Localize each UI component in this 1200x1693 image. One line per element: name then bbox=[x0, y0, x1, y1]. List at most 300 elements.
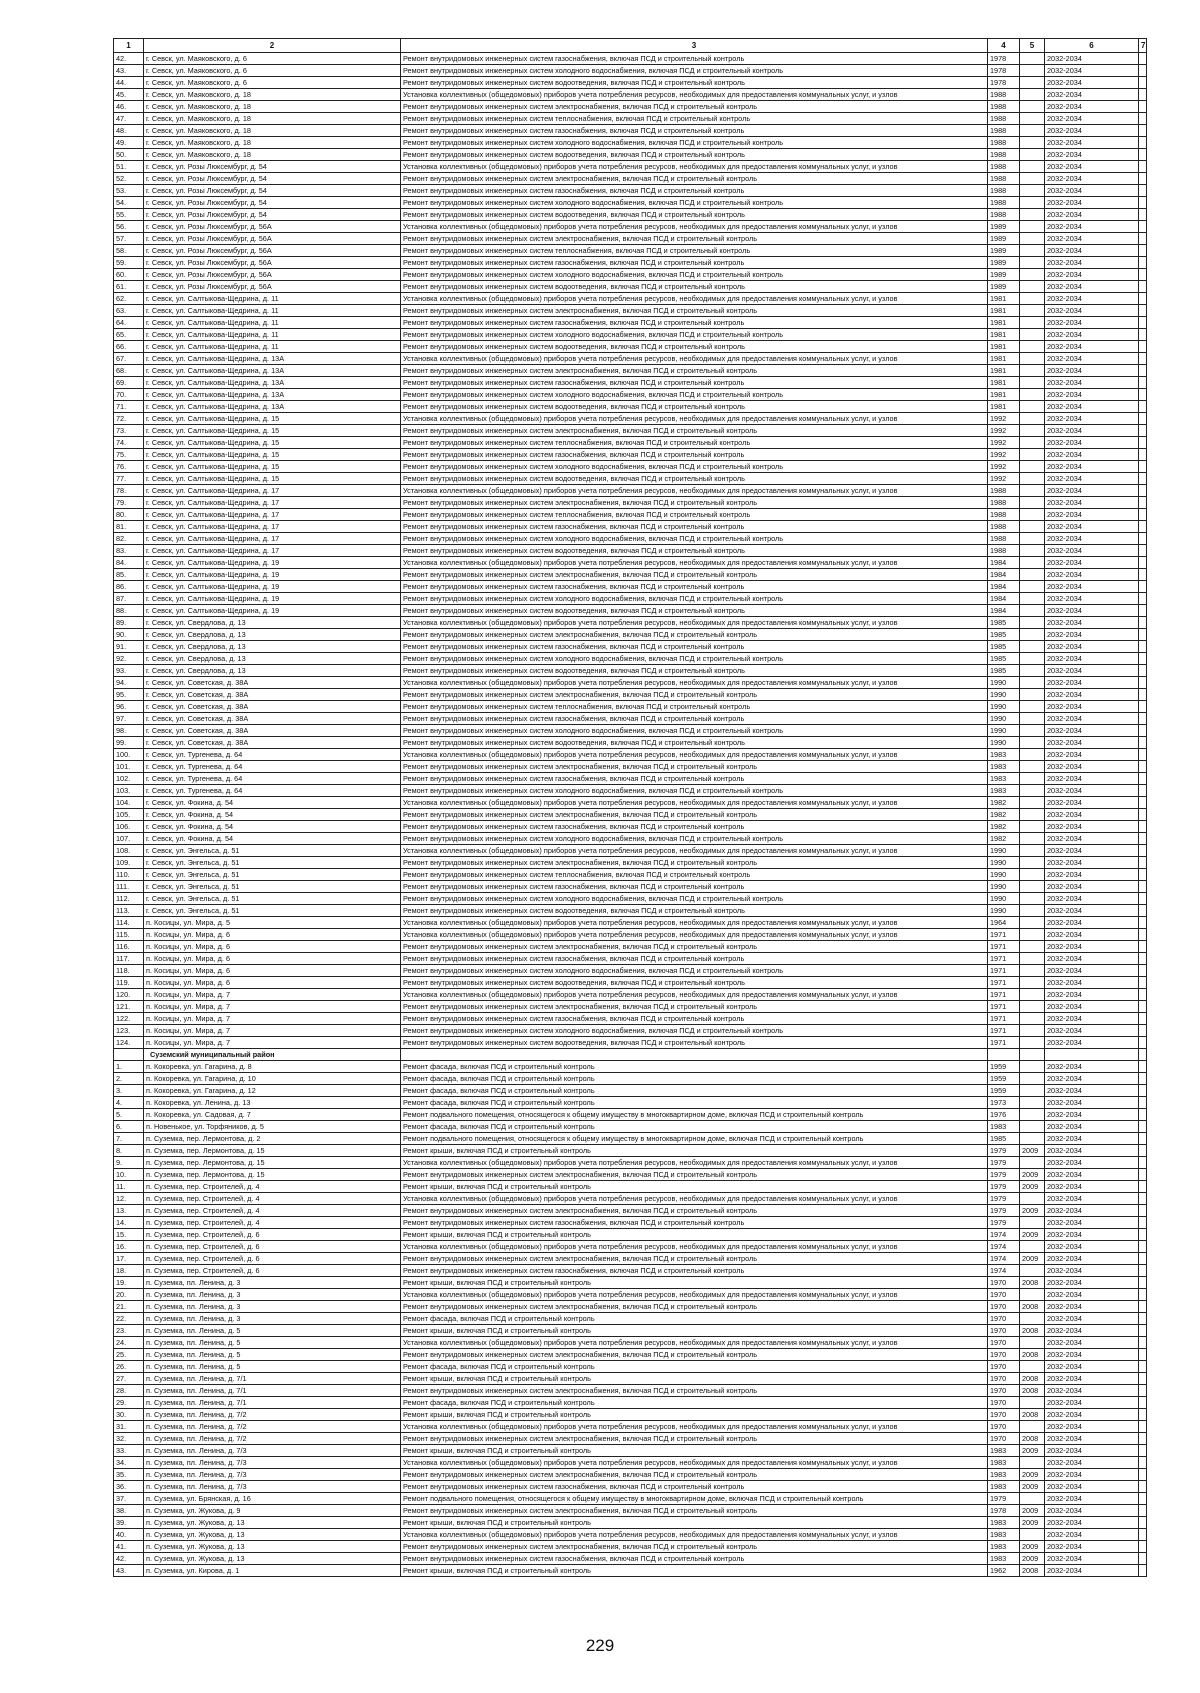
planned-period-cell: 2032-2034 bbox=[1045, 881, 1139, 893]
year-built-cell: 1983 bbox=[988, 1517, 1020, 1529]
year-built-cell: 1992 bbox=[988, 425, 1020, 437]
work-type-cell: Ремонт крыши, включая ПСД и строительный контроль bbox=[401, 1277, 988, 1289]
last-repair-year-cell bbox=[1020, 665, 1045, 677]
work-type-cell: Установка коллективных (общедомовых) приборов учета потребления ресурсов, необходимых для предоставления коммунальных услуг, и узлов bbox=[401, 221, 988, 233]
table-row bbox=[114, 1085, 1147, 1097]
address-cell: г. Севск, ул. Энгельса, д. 51 bbox=[144, 881, 401, 893]
row-number-cell: 16. bbox=[114, 1241, 144, 1253]
last-repair-year-cell bbox=[1020, 185, 1045, 197]
table-row bbox=[114, 245, 1147, 257]
last-repair-year-cell bbox=[1020, 317, 1045, 329]
planned-period-cell: 2032-2034 bbox=[1045, 497, 1139, 509]
year-built-cell: 1971 bbox=[988, 929, 1020, 941]
last-repair-year-cell bbox=[1020, 305, 1045, 317]
extra-cell bbox=[1139, 725, 1147, 737]
extra-cell bbox=[1139, 53, 1147, 65]
extra-cell bbox=[1139, 809, 1147, 821]
extra-cell bbox=[1139, 713, 1147, 725]
last-repair-year-cell bbox=[1020, 137, 1045, 149]
extra-cell bbox=[1139, 977, 1147, 989]
planned-period-cell: 2032-2034 bbox=[1045, 1013, 1139, 1025]
address-cell: г. Севск, ул. Тургенева, д. 64 bbox=[144, 785, 401, 797]
table-row bbox=[114, 1373, 1147, 1385]
address-cell: п. Суземка, пер. Лермонтова, д. 15 bbox=[144, 1145, 401, 1157]
last-repair-year-cell: 2008 bbox=[1020, 1325, 1045, 1337]
year-built-cell: 1970 bbox=[988, 1277, 1020, 1289]
table-row bbox=[114, 281, 1147, 293]
year-built-cell: 1973 bbox=[988, 1097, 1020, 1109]
last-repair-year-cell bbox=[1020, 677, 1045, 689]
work-type-cell: Ремонт внутридомовых инженерных систем электроснабжения, включая ПСД и строительный контроль bbox=[401, 1301, 988, 1313]
work-type-cell: Установка коллективных (общедомовых) приборов учета потребления ресурсов, необходимых для предоставления коммунальных услуг, и узлов bbox=[401, 161, 988, 173]
address-cell: п. Суземка, пл. Ленина, д. 7/2 bbox=[144, 1433, 401, 1445]
work-type-cell: Ремонт внутридомовых инженерных систем теплоснабжения, включая ПСД и строительный контроль bbox=[401, 437, 988, 449]
extra-cell bbox=[1139, 77, 1147, 89]
last-repair-year-cell bbox=[1020, 485, 1045, 497]
table-row bbox=[114, 1133, 1147, 1145]
section-empty-cell bbox=[1045, 1049, 1139, 1061]
last-repair-year-cell bbox=[1020, 821, 1045, 833]
address-cell: г. Севск, ул. Розы Люксембург, д. 56А bbox=[144, 257, 401, 269]
year-built-cell: 1971 bbox=[988, 941, 1020, 953]
extra-cell bbox=[1139, 821, 1147, 833]
planned-period-cell: 2032-2034 bbox=[1045, 905, 1139, 917]
row-number-cell: 45. bbox=[114, 89, 144, 101]
planned-period-cell: 2032-2034 bbox=[1045, 137, 1139, 149]
table-row bbox=[114, 689, 1147, 701]
planned-period-cell: 2032-2034 bbox=[1045, 1457, 1139, 1469]
planned-period-cell: 2032-2034 bbox=[1045, 989, 1139, 1001]
address-cell: г. Севск, ул. Советская, д. 38А bbox=[144, 689, 401, 701]
table-row bbox=[114, 161, 1147, 173]
extra-cell bbox=[1139, 941, 1147, 953]
extra-cell bbox=[1139, 1013, 1147, 1025]
address-cell: г. Севск, ул. Салтыкова-Щедрина, д. 17 bbox=[144, 485, 401, 497]
row-number-cell: 30. bbox=[114, 1409, 144, 1421]
address-cell: п. Кокоревка, ул. Садовая, д. 7 bbox=[144, 1109, 401, 1121]
work-type-cell: Ремонт внутридомовых инженерных систем водоотведения, включая ПСД и строительный контроль bbox=[401, 281, 988, 293]
table-row bbox=[114, 293, 1147, 305]
last-repair-year-cell bbox=[1020, 281, 1045, 293]
extra-cell bbox=[1139, 257, 1147, 269]
last-repair-year-cell bbox=[1020, 557, 1045, 569]
extra-cell bbox=[1139, 1409, 1147, 1421]
address-cell: п. Суземка, пер. Строителей, д. 6 bbox=[144, 1229, 401, 1241]
work-type-cell: Ремонт внутридомовых инженерных систем холодного водоснабжения, включая ПСД и строительный контроль bbox=[401, 833, 988, 845]
work-type-cell: Ремонт крыши, включая ПСД и строительный контроль bbox=[401, 1229, 988, 1241]
year-built-cell: 1979 bbox=[988, 1169, 1020, 1181]
work-type-cell: Ремонт внутридомовых инженерных систем холодного водоснабжения, включая ПСД и строительный контроль bbox=[401, 461, 988, 473]
planned-period-cell: 2032-2034 bbox=[1045, 953, 1139, 965]
address-cell: п. Суземка, пл. Ленина, д. 7/3 bbox=[144, 1445, 401, 1457]
planned-period-cell: 2032-2034 bbox=[1045, 1061, 1139, 1073]
last-repair-year-cell: 2008 bbox=[1020, 1409, 1045, 1421]
table-row bbox=[114, 581, 1147, 593]
address-cell: п. Косицы, ул. Мира, д. 7 bbox=[144, 1037, 401, 1049]
last-repair-year-cell bbox=[1020, 929, 1045, 941]
last-repair-year-cell bbox=[1020, 1337, 1045, 1349]
table-row bbox=[114, 845, 1147, 857]
row-number-cell: 34. bbox=[114, 1457, 144, 1469]
table-row bbox=[114, 1241, 1147, 1253]
year-built-cell: 1979 bbox=[988, 1217, 1020, 1229]
year-built-cell: 1988 bbox=[988, 113, 1020, 125]
row-number-cell: 77. bbox=[114, 473, 144, 485]
work-type-cell: Ремонт внутридомовых инженерных систем электроснабжения, включая ПСД и строительный контроль bbox=[401, 1385, 988, 1397]
extra-cell bbox=[1139, 1217, 1147, 1229]
table-row bbox=[114, 1565, 1147, 1577]
work-type-cell: Ремонт внутридомовых инженерных систем электроснабжения, включая ПСД и строительный контроль bbox=[401, 497, 988, 509]
row-number-cell: 2. bbox=[114, 1073, 144, 1085]
row-number-cell: 60. bbox=[114, 269, 144, 281]
year-built-cell: 1990 bbox=[988, 845, 1020, 857]
work-type-cell: Ремонт внутридомовых инженерных систем холодного водоснабжения, включая ПСД и строительный контроль bbox=[401, 725, 988, 737]
extra-cell bbox=[1139, 665, 1147, 677]
table-row bbox=[114, 485, 1147, 497]
address-cell: г. Севск, ул. Советская, д. 38А bbox=[144, 737, 401, 749]
extra-cell bbox=[1139, 1205, 1147, 1217]
table-row bbox=[114, 605, 1147, 617]
planned-period-cell: 2032-2034 bbox=[1045, 1169, 1139, 1181]
work-type-cell: Ремонт внутридомовых инженерных систем газоснабжения, включая ПСД и строительный контроль bbox=[401, 1265, 988, 1277]
work-type-cell: Ремонт внутридомовых инженерных систем электроснабжения, включая ПСД и строительный контроль bbox=[401, 809, 988, 821]
address-cell: г. Севск, ул. Свердлова, д. 13 bbox=[144, 629, 401, 641]
last-repair-year-cell bbox=[1020, 221, 1045, 233]
work-type-cell: Ремонт внутридомовых инженерных систем водоотведения, включая ПСД и строительный контроль bbox=[401, 401, 988, 413]
table-row bbox=[114, 89, 1147, 101]
year-built-cell: 1970 bbox=[988, 1409, 1020, 1421]
row-number-cell: 64. bbox=[114, 317, 144, 329]
planned-period-cell: 2032-2034 bbox=[1045, 149, 1139, 161]
row-number-cell: 119. bbox=[114, 977, 144, 989]
planned-period-cell: 2032-2034 bbox=[1045, 305, 1139, 317]
address-cell: г. Севск, ул. Салтыкова-Щедрина, д. 11 bbox=[144, 305, 401, 317]
work-type-cell: Ремонт внутридомовых инженерных систем электроснабжения, включая ПСД и строительный контроль bbox=[401, 1469, 988, 1481]
last-repair-year-cell bbox=[1020, 965, 1045, 977]
work-type-cell: Установка коллективных (общедомовых) приборов учета потребления ресурсов, необходимых для предоставления коммунальных услуг, и узлов bbox=[401, 1241, 988, 1253]
last-repair-year-cell bbox=[1020, 845, 1045, 857]
planned-period-cell: 2032-2034 bbox=[1045, 221, 1139, 233]
address-cell: п. Суземка, пер. Лермонтова, д. 15 bbox=[144, 1169, 401, 1181]
extra-cell bbox=[1139, 161, 1147, 173]
last-repair-year-cell bbox=[1020, 689, 1045, 701]
row-number-cell: 4. bbox=[114, 1097, 144, 1109]
address-cell: г. Севск, ул. Салтыкова-Щедрина, д. 17 bbox=[144, 497, 401, 509]
planned-period-cell: 2032-2034 bbox=[1045, 833, 1139, 845]
row-number-cell: 72. bbox=[114, 413, 144, 425]
address-cell: п. Суземка, пл. Ленина, д. 5 bbox=[144, 1337, 401, 1349]
row-number-cell: 96. bbox=[114, 701, 144, 713]
table-row bbox=[114, 701, 1147, 713]
work-type-cell: Ремонт внутридомовых инженерных систем газоснабжения, включая ПСД и строительный контроль bbox=[401, 1217, 988, 1229]
planned-period-cell: 2032-2034 bbox=[1045, 1001, 1139, 1013]
last-repair-year-cell bbox=[1020, 1265, 1045, 1277]
planned-period-cell: 2032-2034 bbox=[1045, 749, 1139, 761]
row-number-cell: 79. bbox=[114, 497, 144, 509]
address-cell: п. Суземка, пл. Ленина, д. 7/3 bbox=[144, 1469, 401, 1481]
extra-cell bbox=[1139, 1361, 1147, 1373]
last-repair-year-cell: 2008 bbox=[1020, 1277, 1045, 1289]
address-cell: п. Новенькое, ул. Торфяников, д. 5 bbox=[144, 1121, 401, 1133]
planned-period-cell: 2032-2034 bbox=[1045, 341, 1139, 353]
last-repair-year-cell: 2008 bbox=[1020, 1301, 1045, 1313]
work-type-cell: Ремонт фасада, включая ПСД и строительный контроль bbox=[401, 1121, 988, 1133]
last-repair-year-cell bbox=[1020, 413, 1045, 425]
planned-period-cell: 2032-2034 bbox=[1045, 689, 1139, 701]
planned-period-cell: 2032-2034 bbox=[1045, 1553, 1139, 1565]
table-row bbox=[114, 617, 1147, 629]
row-number-cell: 80. bbox=[114, 509, 144, 521]
year-built-cell: 1988 bbox=[988, 209, 1020, 221]
year-built-cell: 1988 bbox=[988, 509, 1020, 521]
row-number-cell: 36. bbox=[114, 1481, 144, 1493]
last-repair-year-cell bbox=[1020, 917, 1045, 929]
table-row bbox=[114, 1301, 1147, 1313]
table-row bbox=[114, 1193, 1147, 1205]
table-row bbox=[114, 1385, 1147, 1397]
table-row bbox=[114, 1073, 1147, 1085]
year-built-cell: 1979 bbox=[988, 1205, 1020, 1217]
last-repair-year-cell bbox=[1020, 437, 1045, 449]
table-row bbox=[114, 533, 1147, 545]
year-built-cell: 1981 bbox=[988, 317, 1020, 329]
address-cell: п. Суземка, ул. Жукова, д. 9 bbox=[144, 1505, 401, 1517]
planned-period-cell: 2032-2034 bbox=[1045, 509, 1139, 521]
year-built-cell: 1983 bbox=[988, 1121, 1020, 1133]
row-number-cell: 6. bbox=[114, 1121, 144, 1133]
work-type-cell: Ремонт внутридомовых инженерных систем газоснабжения, включая ПСД и строительный контроль bbox=[401, 449, 988, 461]
planned-period-cell: 2032-2034 bbox=[1045, 1229, 1139, 1241]
planned-period-cell: 2032-2034 bbox=[1045, 377, 1139, 389]
table-row bbox=[114, 545, 1147, 557]
address-cell: г. Севск, ул. Маяковского, д. 18 bbox=[144, 101, 401, 113]
last-repair-year-cell: 2009 bbox=[1020, 1169, 1045, 1181]
work-type-cell: Ремонт внутридомовых инженерных систем теплоснабжения, включая ПСД и строительный контроль bbox=[401, 509, 988, 521]
planned-period-cell: 2032-2034 bbox=[1045, 1097, 1139, 1109]
planned-period-cell: 2032-2034 bbox=[1045, 233, 1139, 245]
table-row bbox=[114, 1217, 1147, 1229]
last-repair-year-cell bbox=[1020, 629, 1045, 641]
year-built-cell: 1974 bbox=[988, 1253, 1020, 1265]
table-row bbox=[114, 1265, 1147, 1277]
planned-period-cell: 2032-2034 bbox=[1045, 1217, 1139, 1229]
last-repair-year-cell bbox=[1020, 1109, 1045, 1121]
planned-period-cell: 2032-2034 bbox=[1045, 209, 1139, 221]
last-repair-year-cell bbox=[1020, 953, 1045, 965]
planned-period-cell: 2032-2034 bbox=[1045, 401, 1139, 413]
last-repair-year-cell bbox=[1020, 1157, 1045, 1169]
table-row bbox=[114, 1493, 1147, 1505]
extra-cell bbox=[1139, 737, 1147, 749]
year-built-cell: 1979 bbox=[988, 1145, 1020, 1157]
row-number-cell: 46. bbox=[114, 101, 144, 113]
table-row bbox=[114, 125, 1147, 137]
work-type-cell: Ремонт внутридомовых инженерных систем газоснабжения, включая ПСД и строительный контроль bbox=[401, 1481, 988, 1493]
extra-cell bbox=[1139, 89, 1147, 101]
extra-cell bbox=[1139, 533, 1147, 545]
planned-period-cell: 2032-2034 bbox=[1045, 1121, 1139, 1133]
year-built-cell: 1971 bbox=[988, 977, 1020, 989]
planned-period-cell: 2032-2034 bbox=[1045, 449, 1139, 461]
year-built-cell: 1979 bbox=[988, 1493, 1020, 1505]
extra-cell bbox=[1139, 569, 1147, 581]
section-title: Суземский муниципальный район bbox=[144, 1049, 401, 1061]
address-cell: г. Севск, ул. Энгельса, д. 51 bbox=[144, 869, 401, 881]
last-repair-year-cell bbox=[1020, 737, 1045, 749]
row-number-cell: 40. bbox=[114, 1529, 144, 1541]
address-cell: г. Севск, ул. Салтыкова-Щедрина, д. 17 bbox=[144, 509, 401, 521]
row-number-cell: 115. bbox=[114, 929, 144, 941]
table-row bbox=[114, 1157, 1147, 1169]
last-repair-year-cell bbox=[1020, 1073, 1045, 1085]
table-row bbox=[114, 881, 1147, 893]
address-cell: п. Суземка, пер. Строителей, д. 4 bbox=[144, 1205, 401, 1217]
planned-period-cell: 2032-2034 bbox=[1045, 1085, 1139, 1097]
last-repair-year-cell bbox=[1020, 1397, 1045, 1409]
planned-period-cell: 2032-2034 bbox=[1045, 965, 1139, 977]
address-cell: п. Суземка, пл. Ленина, д. 5 bbox=[144, 1349, 401, 1361]
row-number-cell: 92. bbox=[114, 653, 144, 665]
last-repair-year-cell: 2008 bbox=[1020, 1349, 1045, 1361]
last-repair-year-cell bbox=[1020, 773, 1045, 785]
last-repair-year-cell bbox=[1020, 893, 1045, 905]
last-repair-year-cell bbox=[1020, 641, 1045, 653]
extra-cell bbox=[1139, 929, 1147, 941]
year-built-cell: 1990 bbox=[988, 881, 1020, 893]
year-built-cell: 1988 bbox=[988, 161, 1020, 173]
address-cell: г. Севск, ул. Салтыкова-Щедрина, д. 13А bbox=[144, 365, 401, 377]
table-row bbox=[114, 713, 1147, 725]
extra-cell bbox=[1139, 1469, 1147, 1481]
work-type-cell: Установка коллективных (общедомовых) приборов учета потребления ресурсов, необходимых для предоставления коммунальных услуг, и узлов bbox=[401, 929, 988, 941]
address-cell: г. Севск, ул. Советская, д. 38А bbox=[144, 701, 401, 713]
year-built-cell: 1970 bbox=[988, 1313, 1020, 1325]
work-type-cell: Ремонт внутридомовых инженерных систем газоснабжения, включая ПСД и строительный контроль bbox=[401, 773, 988, 785]
work-type-cell: Ремонт внутридомовых инженерных систем холодного водоснабжения, включая ПСД и строительный контроль bbox=[401, 1025, 988, 1037]
work-type-cell: Ремонт внутридомовых инженерных систем газоснабжения, включая ПСД и строительный контроль bbox=[401, 185, 988, 197]
extra-cell bbox=[1139, 1397, 1147, 1409]
extra-cell bbox=[1139, 389, 1147, 401]
row-number-cell: 27. bbox=[114, 1373, 144, 1385]
table-row bbox=[114, 197, 1147, 209]
section-spacer-cell bbox=[114, 1049, 144, 1061]
work-type-cell: Ремонт внутридомовых инженерных систем электроснабжения, включая ПСД и строительный контроль bbox=[401, 305, 988, 317]
section-empty-cell bbox=[1020, 1049, 1045, 1061]
work-type-cell: Ремонт фасада, включая ПСД и строительный контроль bbox=[401, 1361, 988, 1373]
extra-cell bbox=[1139, 1445, 1147, 1457]
work-type-cell: Ремонт внутридомовых инженерных систем водоотведения, включая ПСД и строительный контроль bbox=[401, 1037, 988, 1049]
table-row bbox=[114, 833, 1147, 845]
year-built-cell: 1988 bbox=[988, 137, 1020, 149]
planned-period-cell: 2032-2034 bbox=[1045, 77, 1139, 89]
address-cell: г. Севск, ул. Салтыкова-Щедрина, д. 13А bbox=[144, 401, 401, 413]
extra-cell bbox=[1139, 1037, 1147, 1049]
address-cell: п. Косицы, ул. Мира, д. 7 bbox=[144, 989, 401, 1001]
row-number-cell: 87. bbox=[114, 593, 144, 605]
extra-cell bbox=[1139, 1121, 1147, 1133]
planned-period-cell: 2032-2034 bbox=[1045, 1373, 1139, 1385]
table-row bbox=[114, 1409, 1147, 1421]
address-cell: п. Кокоревка, ул. Гагарина, д. 12 bbox=[144, 1085, 401, 1097]
work-type-cell: Ремонт внутридомовых инженерных систем электроснабжения, включая ПСД и строительный контроль bbox=[401, 1349, 988, 1361]
extra-cell bbox=[1139, 245, 1147, 257]
extra-cell bbox=[1139, 185, 1147, 197]
table-row bbox=[114, 365, 1147, 377]
work-type-cell: Установка коллективных (общедомовых) приборов учета потребления ресурсов, необходимых для предоставления коммунальных услуг, и узлов bbox=[401, 89, 988, 101]
year-built-cell: 1988 bbox=[988, 545, 1020, 557]
last-repair-year-cell: 2009 bbox=[1020, 1505, 1045, 1517]
row-number-cell: 43. bbox=[114, 1565, 144, 1577]
planned-period-cell: 2032-2034 bbox=[1045, 1421, 1139, 1433]
row-number-cell: 33. bbox=[114, 1445, 144, 1457]
planned-period-cell: 2032-2034 bbox=[1045, 797, 1139, 809]
extra-cell bbox=[1139, 1085, 1147, 1097]
table-row bbox=[114, 929, 1147, 941]
extra-cell bbox=[1139, 1289, 1147, 1301]
year-built-cell: 1971 bbox=[988, 1037, 1020, 1049]
year-built-cell: 1959 bbox=[988, 1061, 1020, 1073]
table-row bbox=[114, 1529, 1147, 1541]
work-type-cell: Ремонт внутридомовых инженерных систем электроснабжения, включая ПСД и строительный контроль bbox=[401, 1205, 988, 1217]
work-type-cell: Ремонт внутридомовых инженерных систем водоотведения, включая ПСД и строительный контроль bbox=[401, 341, 988, 353]
last-repair-year-cell: 2009 bbox=[1020, 1553, 1045, 1565]
last-repair-year-cell bbox=[1020, 749, 1045, 761]
table-row bbox=[114, 869, 1147, 881]
address-cell: п. Суземка, пл. Ленина, д. 7/2 bbox=[144, 1421, 401, 1433]
extra-cell bbox=[1139, 1169, 1147, 1181]
address-cell: г. Севск, ул. Салтыкова-Щедрина, д. 17 bbox=[144, 533, 401, 545]
header-cell: 6 bbox=[1045, 39, 1139, 53]
year-built-cell: 1989 bbox=[988, 245, 1020, 257]
extra-cell bbox=[1139, 497, 1147, 509]
planned-period-cell: 2032-2034 bbox=[1045, 461, 1139, 473]
last-repair-year-cell: 2009 bbox=[1020, 1253, 1045, 1265]
row-number-cell: 47. bbox=[114, 113, 144, 125]
row-number-cell: 66. bbox=[114, 341, 144, 353]
row-number-cell: 71. bbox=[114, 401, 144, 413]
table-row bbox=[114, 401, 1147, 413]
address-cell: г. Севск, ул. Свердлова, д. 13 bbox=[144, 665, 401, 677]
work-type-cell: Ремонт внутридомовых инженерных систем газоснабжения, включая ПСД и строительный контроль bbox=[401, 641, 988, 653]
year-built-cell: 1971 bbox=[988, 965, 1020, 977]
last-repair-year-cell bbox=[1020, 785, 1045, 797]
last-repair-year-cell bbox=[1020, 341, 1045, 353]
year-built-cell: 1988 bbox=[988, 197, 1020, 209]
last-repair-year-cell: 2009 bbox=[1020, 1541, 1045, 1553]
last-repair-year-cell bbox=[1020, 425, 1045, 437]
extra-cell bbox=[1139, 1157, 1147, 1169]
address-cell: г. Севск, ул. Салтыкова-Щедрина, д. 19 bbox=[144, 605, 401, 617]
work-type-cell: Ремонт внутридомовых инженерных систем холодного водоснабжения, включая ПСД и строительный контроль bbox=[401, 785, 988, 797]
table-row bbox=[114, 1169, 1147, 1181]
last-repair-year-cell bbox=[1020, 1061, 1045, 1073]
extra-cell bbox=[1139, 1373, 1147, 1385]
work-type-cell: Ремонт внутридомовых инженерных систем теплоснабжения, включая ПСД и строительный контроль bbox=[401, 113, 988, 125]
year-built-cell: 1992 bbox=[988, 473, 1020, 485]
last-repair-year-cell bbox=[1020, 113, 1045, 125]
table-row bbox=[114, 185, 1147, 197]
last-repair-year-cell bbox=[1020, 545, 1045, 557]
work-type-cell: Ремонт крыши, включая ПСД и строительный контроль bbox=[401, 1565, 988, 1577]
work-type-cell: Ремонт внутридомовых инженерных систем газоснабжения, включая ПСД и строительный контроль bbox=[401, 1553, 988, 1565]
row-number-cell: 58. bbox=[114, 245, 144, 257]
planned-period-cell: 2032-2034 bbox=[1045, 1313, 1139, 1325]
address-cell: п. Суземка, пер. Лермонтова, д. 15 bbox=[144, 1157, 401, 1169]
extra-cell bbox=[1139, 1481, 1147, 1493]
work-type-cell: Установка коллективных (общедомовых) приборов учета потребления ресурсов, необходимых для предоставления коммунальных услуг, и узлов bbox=[401, 1457, 988, 1469]
work-type-cell: Установка коллективных (общедомовых) приборов учета потребления ресурсов, необходимых для предоставления коммунальных услуг, и узлов bbox=[401, 1421, 988, 1433]
address-cell: п. Суземка, пер. Строителей, д. 6 bbox=[144, 1265, 401, 1277]
